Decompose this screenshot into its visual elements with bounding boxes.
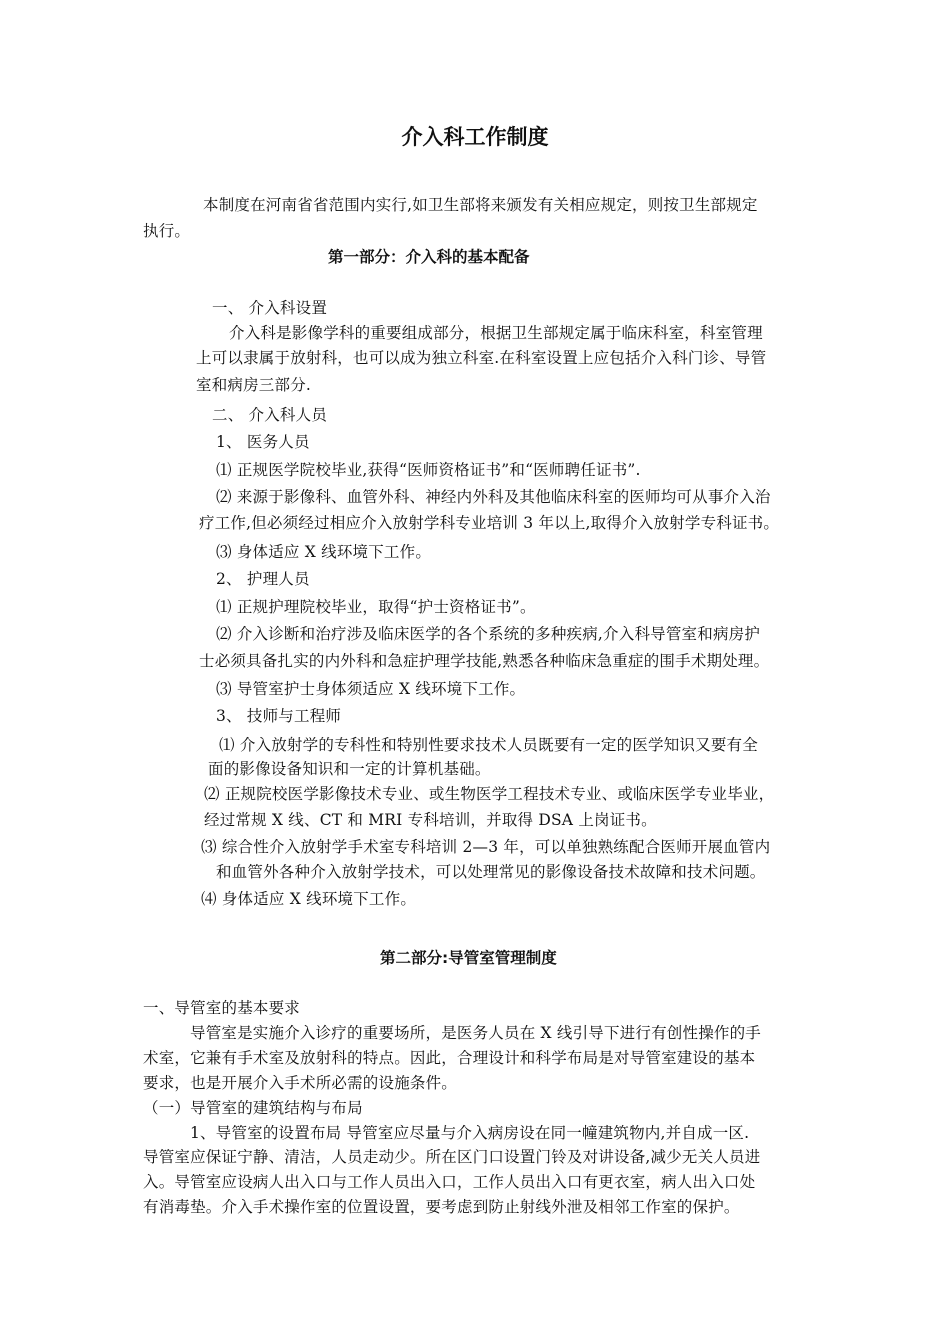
intro-line: 执行。 — [143, 222, 191, 240]
subsection-title: （一）导管室的建筑结构与布局 — [143, 1099, 363, 1117]
paragraph-line: 入。导管室应设病人出入口与工作人员出入口，工作人员出入口有更衣室，病人出入口处 — [143, 1173, 756, 1191]
subsection-title: 3、 技师与工程师 — [216, 707, 342, 725]
list-item: ⑴ 正规护理院校毕业，取得“护士资格证书”。 — [216, 598, 536, 616]
list-item: ⑶ 综合性介入放射学手术室专科培训 2—3 年，可以单独熟练配合医师开展血管内 — [201, 838, 771, 856]
intro-line: 本制度在河南省省范围内实行,如卫生部将来颁发有关相应规定，则按卫生部规定 — [203, 196, 758, 214]
part2-heading: 第二部分:导管室管理制度 — [380, 949, 557, 967]
list-item: 经过常规 X 线、CT 和 MRI 专科培训，并取得 DSA 上岗证书。 — [204, 811, 657, 829]
paragraph-line: 室和病房三部分. — [196, 376, 312, 394]
list-item: ⑴ 介入放射学的专科性和特别性要求技术人员既要有一定的医学知识又要有全 — [219, 736, 758, 754]
list-item: ⑷ 身体适应 X 线环境下工作。 — [201, 890, 417, 908]
section-title: 一、 介入科设置 — [212, 299, 328, 317]
list-item: 和血管外各种介入放射学技术，可以处理常见的影像设备技术故障和技术问题。 — [216, 863, 766, 881]
paragraph-line: 要求，也是开展介入手术所必需的设施条件。 — [143, 1074, 458, 1092]
list-item: ⑵ 介入诊断和治疗涉及临床医学的各个系统的多种疾病,介入科导管室和病房护 — [216, 625, 761, 643]
part1-heading: 第一部分：介入科的基本配备 — [328, 248, 530, 266]
list-item: 面的影像设备知识和一定的计算机基础。 — [208, 760, 491, 778]
list-item: ⑴ 正规医学院校毕业,获得“医师资格证书”和“医师聘任证书”. — [216, 461, 641, 479]
paragraph-line: 导管室是实施介入诊疗的重要场所，是医务人员在 X 线引导下进行有创性操作的手 — [190, 1024, 761, 1042]
subsection-title: 2、 护理人员 — [216, 570, 310, 588]
paragraph-line: 导管室应保证宁静、清洁，人员走动少。所在区门口设置门铃及对讲设备,减少无关人员进 — [143, 1148, 761, 1166]
list-item: 疗工作,但必须经过相应介入放射学科专业培训 3 年以上,取得介入放射学专科证书。 — [199, 514, 780, 532]
subsection-title: 1、 医务人员 — [216, 433, 310, 451]
list-item: ⑶ 导管室护士身体须适应 X 线环境下工作。 — [216, 680, 526, 698]
paragraph-line: 术室，它兼有手术室及放射科的特点。因此，合理设计和科学布局是对导管室建设的基本 — [143, 1049, 756, 1067]
list-item: 士必须具备扎实的内外科和急症护理学技能,熟悉各种临床急重症的围手术期处理。 — [199, 652, 770, 670]
list-item: ⑵ 来源于影像科、血管外科、神经内外科及其他临床科室的医师均可从事介入治 — [216, 488, 771, 506]
list-item: ⑵ 正规院校医学影像技术专业、或生物医学工程技术专业、或临床医学专业毕业， — [204, 785, 775, 803]
paragraph-line: 介入科是影像学科的重要组成部分，根据卫生部规定属于临床科室，科室管理 — [229, 324, 763, 342]
document-title: 介入科工作制度 — [401, 125, 549, 149]
list-item: ⑶ 身体适应 X 线环境下工作。 — [216, 543, 432, 561]
section-title: 一、导管室的基本要求 — [143, 999, 301, 1017]
paragraph-line: 上可以隶属于放射科，也可以成为独立科室.在科室设置上应包括介入科门诊、导管 — [196, 349, 767, 367]
paragraph-line: 1、导管室的设置布局 导管室应尽量与介入病房设在同一幢建筑物内,并自成一区. — [190, 1124, 750, 1142]
section-title: 二、 介入科人员 — [212, 406, 328, 424]
paragraph-line: 有消毒垫。介入手术操作室的位置设置，要考虑到防止射线外泄及相邻工作室的保护。 — [143, 1198, 740, 1216]
